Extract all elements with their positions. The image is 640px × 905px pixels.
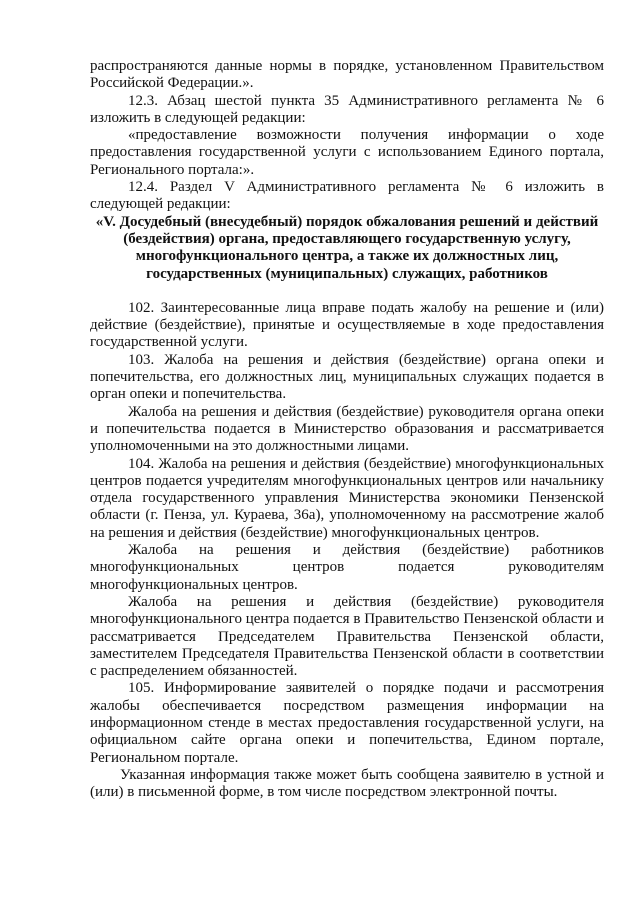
document-body (90, 58, 604, 801)
paragraph-104-second: Жалоба на решения и действия (бездействие) работников многофункциональных центров подается руководителям многофункциональных центров. (90, 542, 604, 593)
paragraph-103: 103. Жалоба на решения и действия (бездействие) органа опеки и попечительства, его должностных лиц, муниципальных служащих подается в орган опеки и попечительства. (90, 351, 604, 403)
paragraph-12-4: 12.4. Раздел V Административного регламента № 6 изложить в следующей редакции: (90, 179, 604, 213)
paragraph-103-second: Жалоба на решения и действия (бездействие) руководителя органа опеки и попечительства подается в Министерство образования и рассматривается уполномоченными на это должностными лицами. (90, 403, 604, 455)
paragraph-104: 104. Жалоба на решения и действия (бездействие) многофункциональных центров подается учредителям многофункциональных центров или начальнику отдела государственного управления Министерства экономики Пензенской области (г. Пенза, ул. Кураева, 36а), уполномоченному на рассмотрение жалоб на решения и действия (бездействие) многофункциональных центров. (90, 455, 604, 541)
paragraph-105-second: Указанная информация также может быть сообщена заявителю в устной и (или) в письменной форме, в том числе посредством электронной почты. (90, 766, 604, 801)
paragraph-12-3: 12.3. Абзац шестой пункта 35 Административного регламента № 6 изложить в следующей редакции: (90, 92, 604, 126)
section-v-heading: «V. Досудебный (внесудебный) порядок обжалования решений и действий (бездействия) органа, предоставляющего государственную услугу, многофункционального центра, а также их должностных лиц, государственных (муниципальных) служащих, работников (95, 213, 599, 282)
paragraph-quote-portal: «предоставление возможности получения информации о ходе предоставления государственной услуги с использованием Единого портала, Регионального портала:». (90, 127, 604, 178)
paragraph-102: 102. Заинтересованные лица вправе подать жалобу на решение и (или) действие (бездействие), принятые и осуществляемые в ходе предоставления государственной услуги. (90, 299, 604, 351)
section-gap (90, 283, 604, 300)
paragraph-104-third: Жалоба на решения и действия (бездействие) руководителя многофункционального центра подается в Правительство Пензенской области и рассматривается Председателем Правительства Пензенской области, заместителем Председателя Правительства Пензенской области в соответствии с распределением обязанностей. (90, 593, 604, 680)
paragraph-continuation: распространяются данные нормы в порядке, установленном Правительством Российской Федерации.». (90, 58, 604, 92)
paragraph-105: 105. Информирование заявителей о порядке подачи и рассмотрения жалобы обеспечивается посредством размещения информации на информационном стенде в местах предоставления государственной услуги, на официальном сайте органа опеки и попечительства, Едином портале, Региональном портале. (90, 680, 604, 766)
